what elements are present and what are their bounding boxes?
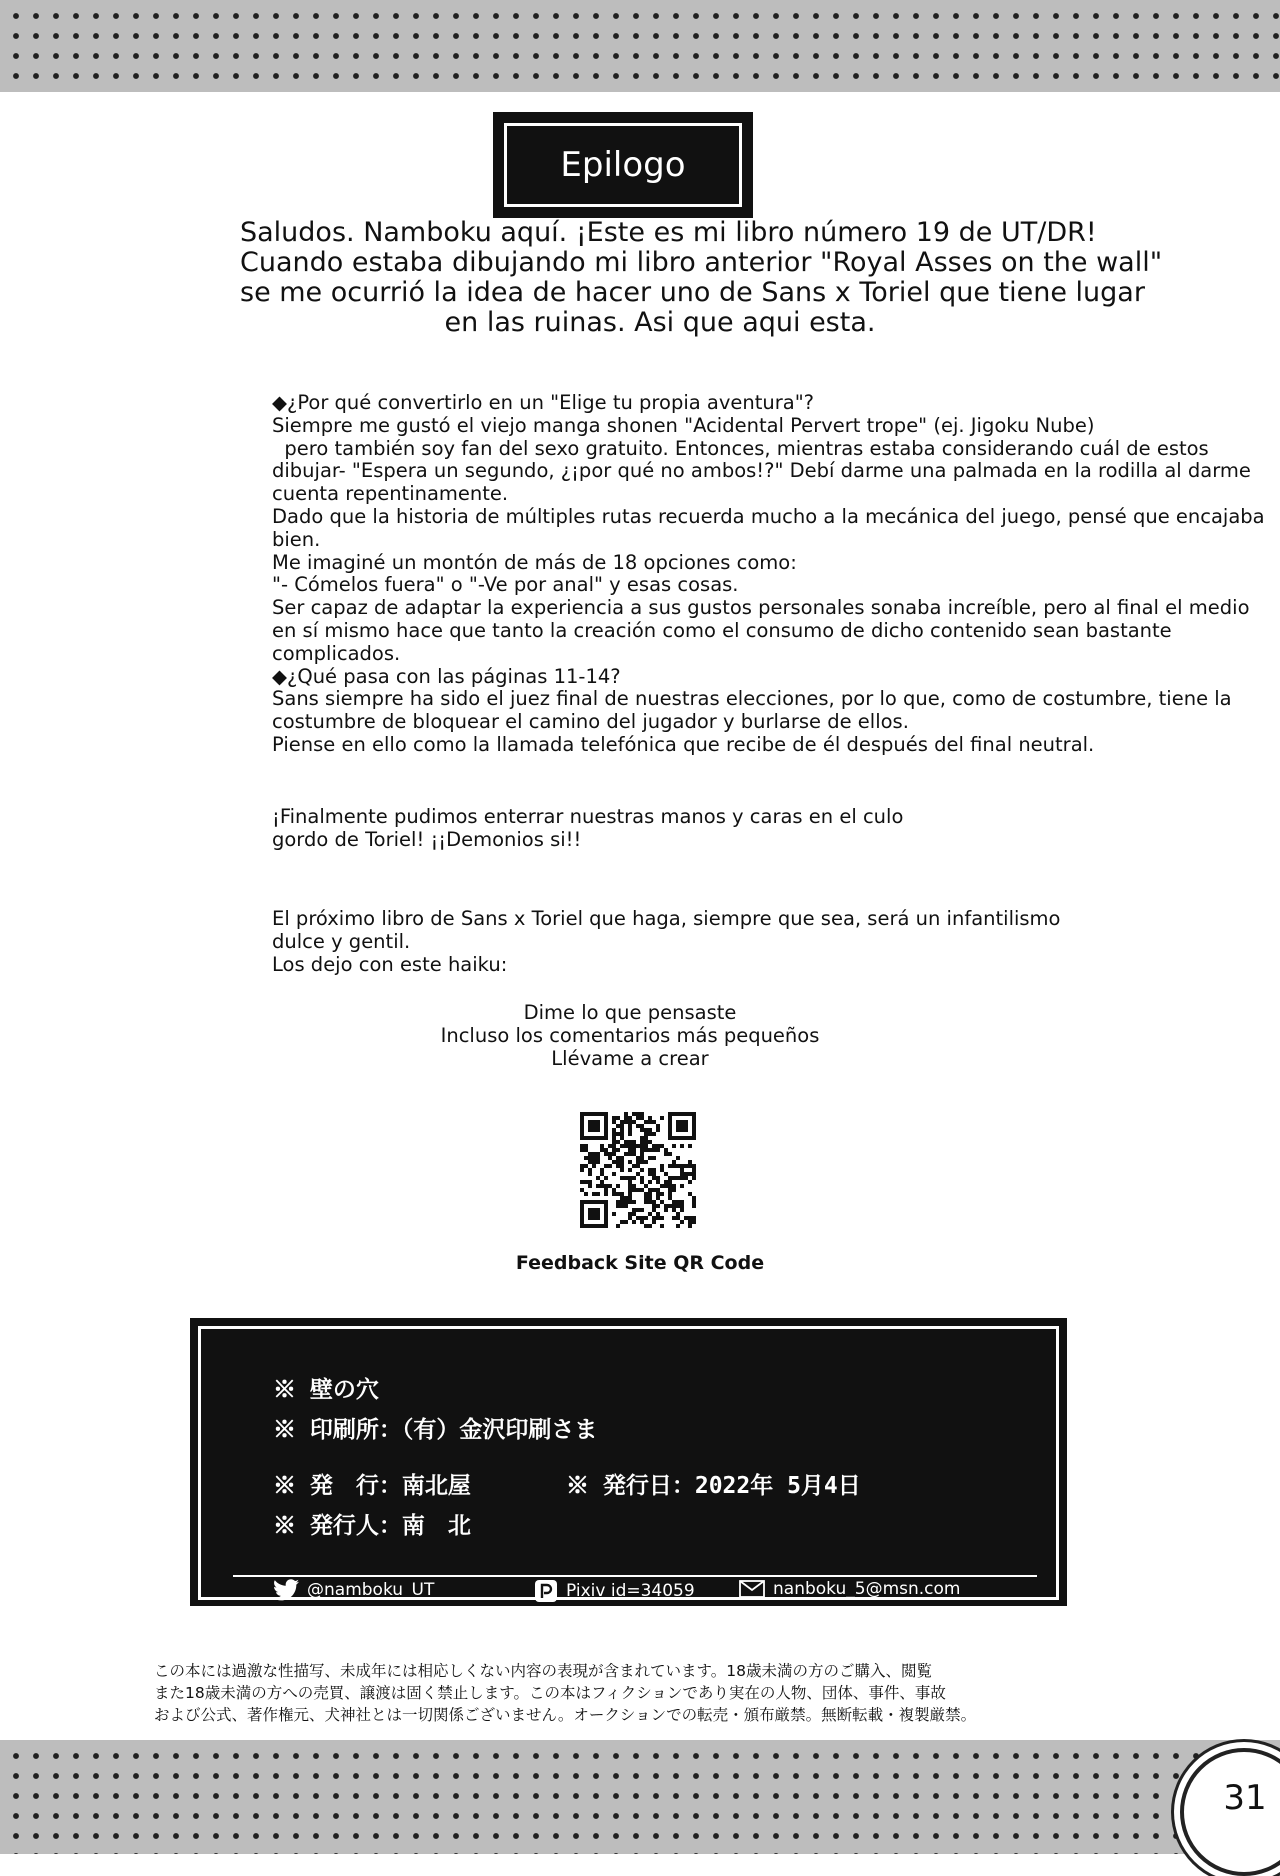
body-line: ◆¿Por qué convertirlo en un "Elige tu propia aventura"? bbox=[272, 391, 815, 414]
email-text: nanboku_5@msn.com bbox=[773, 1579, 961, 1599]
haiku-line: Dime lo que pensaste bbox=[523, 1001, 737, 1024]
body-line: Dado que la historia de múltiples rutas recuerda mucho a la mecánica del juego, pensé que encajaba bbox=[272, 504, 1265, 528]
intro-line: Saludos. Namboku aquí. ¡Este es mi libro número 19 de UT/DR! bbox=[240, 217, 1097, 248]
body-line: cuenta repentinamente. bbox=[272, 482, 509, 506]
colophon-date: ※ 発行日：2022年 5月4日 bbox=[566, 1473, 861, 1499]
body-line: Los dejo con este haiku: bbox=[272, 952, 508, 976]
colophon-frame bbox=[198, 1326, 1059, 1600]
body-line: ◆¿Qué pasa con las páginas 11-14? bbox=[272, 664, 621, 688]
body-section-qa bbox=[272, 391, 1265, 757]
mail-icon bbox=[739, 1580, 765, 1598]
page-title: Epilogo bbox=[504, 123, 742, 207]
intro-line: se me ocurrió la idea de hacer uno de Sans x Toriel que tiene lugar bbox=[240, 277, 1145, 308]
pixiv-icon bbox=[534, 1579, 558, 1603]
email-contact[interactable] bbox=[739, 1579, 960, 1599]
body-line: "- Cómelos fuera" o "-Ve por anal" y esas cosas. bbox=[272, 573, 739, 597]
body-line: ¡Finalmente pudimos enterrar nuestras manos y caras en el culo bbox=[272, 805, 904, 828]
body-line: costumbre de bloquear el camino del jugador y burlarse de ellos. bbox=[272, 710, 909, 734]
body-line: gordo de Toriel! ¡¡Demonios si!! bbox=[272, 827, 582, 851]
dotted-top-border bbox=[0, 0, 1280, 92]
intro-line: Cuando estaba dibujando mi libro anterior "Royal Asses on the wall" bbox=[240, 247, 1163, 278]
dotted-bottom-border bbox=[0, 1740, 1280, 1854]
pixiv-id-text: Pixiv id=34059 bbox=[566, 1581, 695, 1601]
colophon-divider bbox=[233, 1575, 1037, 1577]
body-line: en sí mismo hace que tanto la creación como el consumo de dicho contenido sean bastante bbox=[272, 618, 1172, 642]
body-line: Sans siempre ha sido el juez final de nuestras elecciones, por lo que, como de costumbre, tiene la bbox=[272, 687, 1232, 711]
colophon-book-title: ※ 壁の穴 bbox=[273, 1377, 379, 1403]
body-section-finally bbox=[272, 806, 1252, 852]
body-line: El próximo libro de Sans x Toriel que haga, siempre que sea, será un infantilismo bbox=[272, 907, 1061, 930]
body-section-next-book bbox=[272, 908, 1252, 976]
colophon-box bbox=[190, 1318, 1067, 1606]
twitter-bird-icon bbox=[273, 1579, 299, 1601]
body-line: Siempre me gustó el viejo manga shonen "Acidental Pervert trope" (ej. Jigoku Nube) bbox=[272, 413, 1095, 437]
twitter-handle-text: @namboku_UT bbox=[307, 1580, 435, 1600]
body-line: pero también soy fan del sexo gratuito. Entonces, mientras estaba considerando cuál de estos bbox=[272, 436, 1209, 460]
intro-paragraph bbox=[240, 217, 1163, 338]
twitter-handle[interactable] bbox=[273, 1579, 434, 1601]
haiku bbox=[430, 1002, 830, 1070]
qr-code-icon[interactable] bbox=[580, 1112, 696, 1228]
page-number: 31 bbox=[1223, 1778, 1267, 1818]
colophon-printer: ※ 印刷所：（有）金沢印刷さま bbox=[273, 1417, 598, 1443]
colophon-publisher: ※ 発 行：南北屋 bbox=[273, 1473, 471, 1499]
body-line: Me imaginé un montón de más de 18 opciones como: bbox=[272, 550, 797, 574]
body-line: Ser capaz de adaptar la experiencia a sus gustos personales sonaba increíble, pero al final el medio bbox=[272, 596, 1250, 620]
pixiv-id[interactable] bbox=[534, 1579, 695, 1603]
haiku-line: Llévame a crear bbox=[551, 1046, 709, 1070]
qr-caption: Feedback Site QR Code bbox=[515, 1252, 765, 1274]
body-line: dibujar- "Espera un segundo, ¿¡por qué no ambos!?" Debí darme una palmada en la rodilla al darme bbox=[272, 459, 1251, 483]
legal-disclaimer bbox=[154, 1660, 1134, 1726]
body-line: complicados. bbox=[272, 641, 401, 665]
body-line: Piense en ello como la llamada telefónica que recibe de él después del final neutral. bbox=[272, 732, 1095, 756]
body-line: dulce y gentil. bbox=[272, 929, 411, 953]
body-line: bien. bbox=[272, 527, 321, 551]
disclaimer-line: また18歳未満の方への売買、譲渡は固く禁止します。この本はフィクションであり実在の人物、団体、事件、事故 bbox=[154, 1684, 946, 1702]
haiku-line: Incluso los comentarios más pequeños bbox=[440, 1023, 820, 1047]
disclaimer-line: この本には過激な性描写、未成年には相応しくない内容の表現が含まれています。18歳未満の方のご購入、閲覧 bbox=[154, 1662, 932, 1680]
title-banner bbox=[493, 112, 753, 218]
colophon-issuer: ※ 発行人：南 北 bbox=[273, 1513, 471, 1539]
disclaimer-line: および公式、著作権元、犬神社とは一切関係ございません。オークションでの転売・頒布厳禁。無断転載・複製厳禁。 bbox=[154, 1706, 977, 1724]
intro-line: en las ruinas. Asi que aqui esta. bbox=[444, 307, 876, 338]
